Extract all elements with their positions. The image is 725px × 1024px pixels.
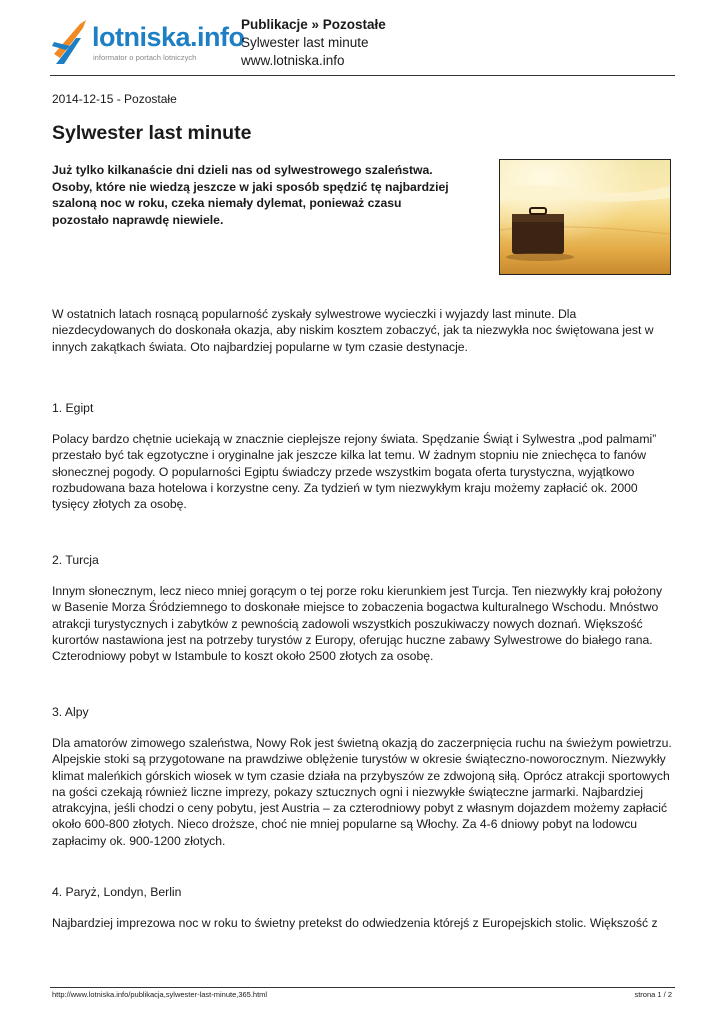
header-info	[241, 16, 386, 70]
plane-icon	[50, 16, 90, 66]
site-logo[interactable]	[50, 16, 245, 72]
section-text-alpy: Dla amatorów zimowego szaleństwa, Nowy Rok jest świetną okazją do zaczerpnięcia ruchu na świeżym powietrzu. Alpejskie stoki są przygotowane na prawdziwe oblężenie turystów w okresie świąteczno-noworocznym. Niezwykły klimat maleńkich górskich wiosek w tym czasie działa na przybyszów ze zdwojoną siłą. Oprócz atrakcji sportowych na gości czekają również liczne imprezy, pokazy sztucznych ogni i niezwykłe świąteczne jarmarki. Najbardziej atrakcyjna, jeśli chodzi o ceny pobytu, jest Austria – za czterodniowy pobyt z własnym dojazdem możemy zapłacić około 600-800 złotych. Nieco droższe, choć nie mniej popularne są Włochy. Za 4-6 dniowy pobyt na lodowcu zapłacimy ok. 900-1200 złotych.	[52, 736, 672, 848]
footer-url[interactable]: http://www.lotniska.info/publikacja,sylwester-last-minute,365.html	[52, 990, 268, 999]
section-text-turcja: Innym słonecznym, lecz nieco mniej gorącym o tej porze roku kierunkiem jest Turcja. Ten niezwykły kraj położony w Basenie Morza Śródziemnego to doskonałe miejsce to zobaczenia bogactwa kulturalnego Wschodu. Mnóstwo atrakcji turystycznych i zabytków z pewnością zadowoli wszystkich poszukiwaczy nowych doznań. Większość kurortów nastawiona jest na potrzeby turystów z Europy, oferując huczne zabawy Sylwestrowe do białego rana. Czterodniowy pobyt w Istambule to koszt około 2500 złotych za osobę.	[52, 584, 663, 664]
logo-tagline: informator o portach lotniczych	[93, 53, 197, 62]
header-divider	[50, 75, 675, 76]
section-heading-egipt: 1. Egipt	[52, 401, 94, 415]
header-subtitle: Sylwester last minute	[241, 35, 369, 50]
section-text-egipt: Polacy bardzo chętnie uciekają w znacznie cieplejsze rejony świata. Spędzanie Świąt i Sylwestra „pod palmami” przestało być tak egzotyczne i oryginalne jak jeszcze kilka lat temu. W żadnym stopniu nie zniechęca to fanów słonecznej pogody. O popularności Egiptu świadczy przede wszystkim bogata oferta turystyczna, wyjątkowo rozbudowana baza hotelowa i korzystne ceny. Za tydzień w tym niezwykłym kraju możemy zapłacić ok. 2000 tysięcy złotych za osobę.	[52, 432, 657, 512]
section-heading-stolice: 4. Paryż, Londyn, Berlin	[52, 885, 182, 899]
intro-paragraph: W ostatnich latach rosnącą popularność zyskały sylwestrowe wycieczki i wyjazdy last minute. Dla niezdecydowanych do doskonała okazja, aby niskim kosztem zobaczyć, jak ta niezwykła noc świętowana jest w innych zakątkach świata. Oto najbardziej popularne w tym czasie destynacje.	[52, 307, 654, 354]
article-title: Sylwester last minute	[52, 122, 252, 144]
suitcase-on-beach-image	[500, 160, 670, 274]
logo-name: lotniska.info	[92, 22, 245, 52]
section-heading-alpy: 3. Alpy	[52, 705, 89, 719]
header-site: www.lotniska.info	[241, 53, 345, 68]
breadcrumb: Publikacje » Pozostałe	[241, 17, 386, 32]
footer-divider	[50, 987, 675, 988]
page-header	[50, 12, 675, 74]
article-lead: Już tylko kilkanaście dni dzieli nas od sylwestrowego szaleństwa. Osoby, które nie wiedzą jeszcze w jaki sposób spędzić tę najbardziej szaloną noc w roku, czeka niemały dylemat, ponieważ czasu pozostało naprawdę niewiele.	[52, 163, 449, 227]
section-heading-turcja: 2. Turcja	[52, 553, 99, 567]
page-number: strona 1 / 2	[634, 990, 672, 999]
article-meta: 2014-12-15 - Pozostałe	[52, 92, 177, 106]
article-photo	[499, 159, 671, 275]
section-text-stolice: Najbardziej imprezowa noc w roku to świetny pretekst do odwiedzenia którejś z Europejskich stolic. Większość z	[52, 916, 658, 930]
